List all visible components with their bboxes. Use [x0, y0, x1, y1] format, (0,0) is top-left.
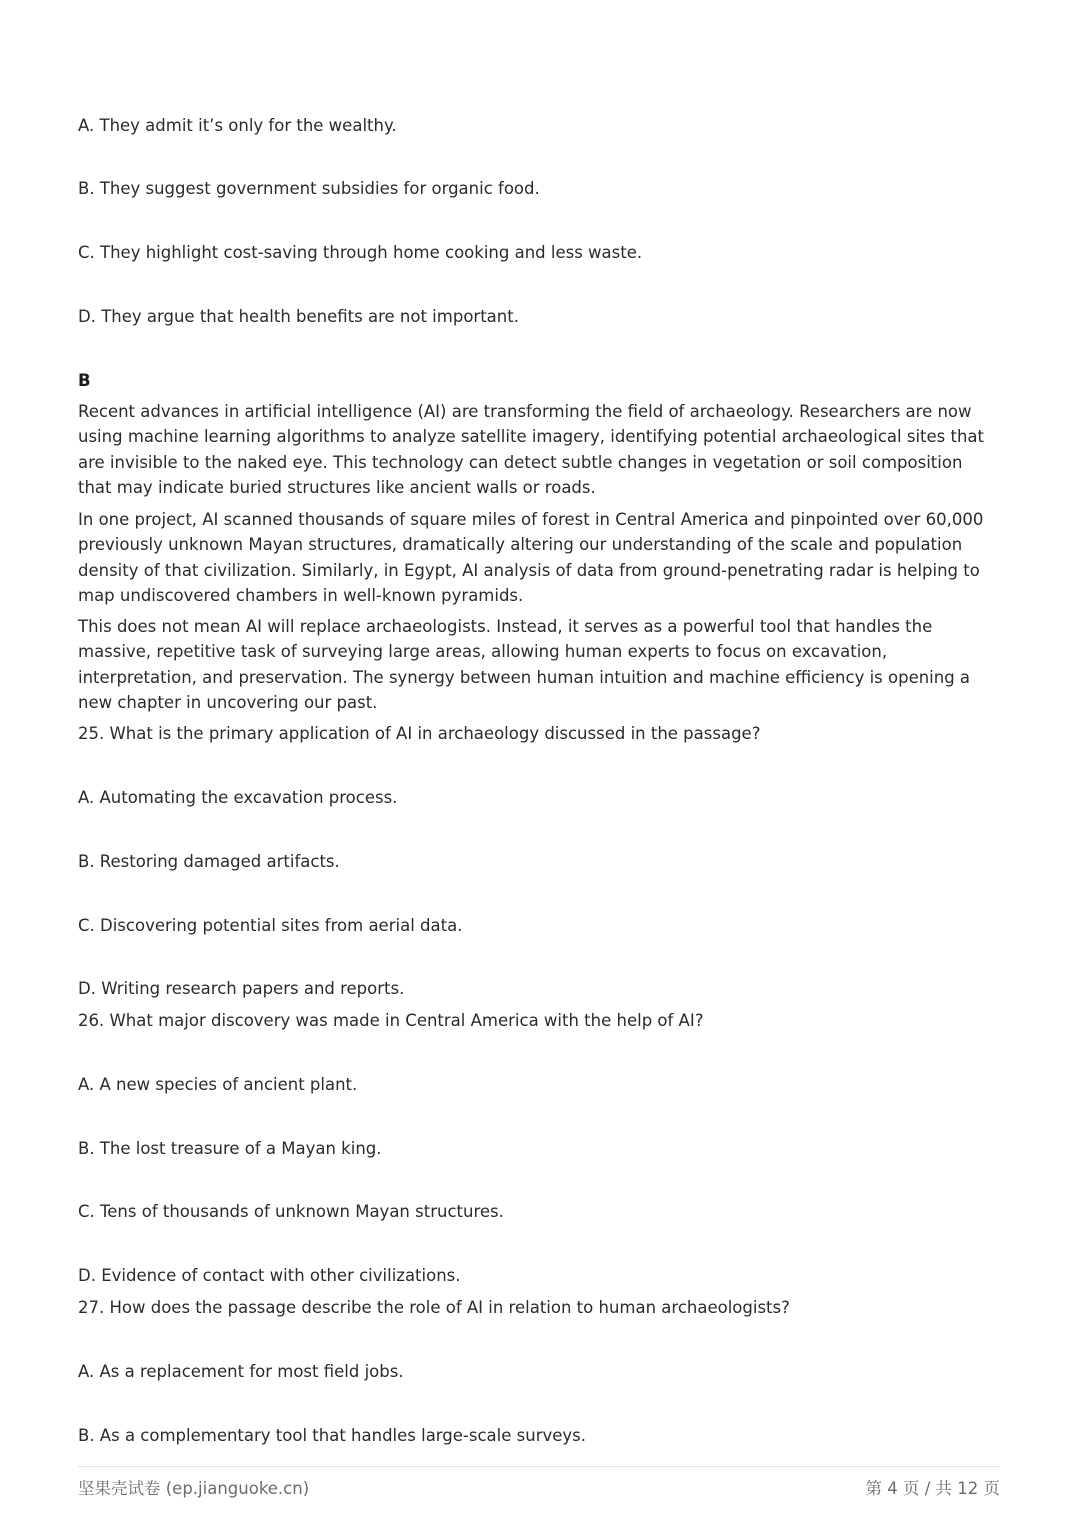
option-prev-b: B. They suggest government subsidies for organic food.	[78, 179, 540, 198]
question-26-option-a: A. A new species of ancient plant.	[78, 1075, 358, 1094]
question-26-option-d: D. Evidence of contact with other civilizations.	[78, 1266, 461, 1285]
document-page	[78, 0, 1000, 1528]
question-25-option-b: B. Restoring damaged artifacts.	[78, 852, 340, 871]
footer-divider	[78, 1466, 1000, 1467]
option-prev-d: D. They argue that health benefits are not important.	[78, 307, 519, 326]
section-label: B	[78, 371, 91, 390]
question-26-stem: 26. What major discovery was made in Central America with the help of AI?	[78, 1011, 704, 1030]
question-25-option-d: D. Writing research papers and reports.	[78, 979, 405, 998]
passage-paragraph-1: Recent advances in artificial intelligence (AI) are transforming the field of archaeology. Researchers are now using machine learning algorithms to analyze satellite imagery, identifying potential archaeological sites that are invisible to the naked eye. This technology can detect subtle changes in vegetation or soil composition that may indicate buried structures like ancient walls or roads.	[78, 402, 984, 497]
question-27-stem: 27. How does the passage describe the role of AI in relation to human archaeologists?	[78, 1298, 790, 1317]
question-25-stem: 25. What is the primary application of AI in archaeology discussed in the passage?	[78, 724, 761, 743]
footer-source: 坚果壳试卷 (ep.jianguoke.cn)	[78, 1479, 310, 1498]
passage-paragraph-3: This does not mean AI will replace archaeologists. Instead, it serves as a powerful tool that handles the massive, repetitive task of surveying large areas, allowing human experts to focus on excavation, interpretation, and preservation. The synergy between human intuition and machine efficiency is opening a new chapter in uncovering our past.	[78, 617, 971, 712]
option-prev-c: C. They highlight cost-saving through home cooking and less waste.	[78, 243, 643, 262]
question-27-option-b: B. As a complementary tool that handles large-scale surveys.	[78, 1426, 587, 1445]
question-27-option-a: A. As a replacement for most field jobs.	[78, 1362, 404, 1381]
question-26-option-b: B. The lost treasure of a Mayan king.	[78, 1139, 382, 1158]
passage-paragraph-2: In one project, AI scanned thousands of square miles of forest in Central America and pinpointed over 60,000 previously unknown Mayan structures, dramatically altering our understanding of the scale and population density of that civilization. Similarly, in Egypt, AI analysis of data from ground-penetrating radar is helping to map undiscovered chambers in well-known pyramids.	[78, 510, 984, 605]
question-26-option-c: C. Tens of thousands of unknown Mayan structures.	[78, 1202, 504, 1221]
option-prev-a: A. They admit it’s only for the wealthy.	[78, 116, 397, 135]
question-25-option-c: C. Discovering potential sites from aerial data.	[78, 916, 463, 935]
footer-page-indicator: 第 4 页 / 共 12 页	[865, 1479, 1000, 1498]
question-25-option-a: A. Automating the excavation process.	[78, 788, 398, 807]
